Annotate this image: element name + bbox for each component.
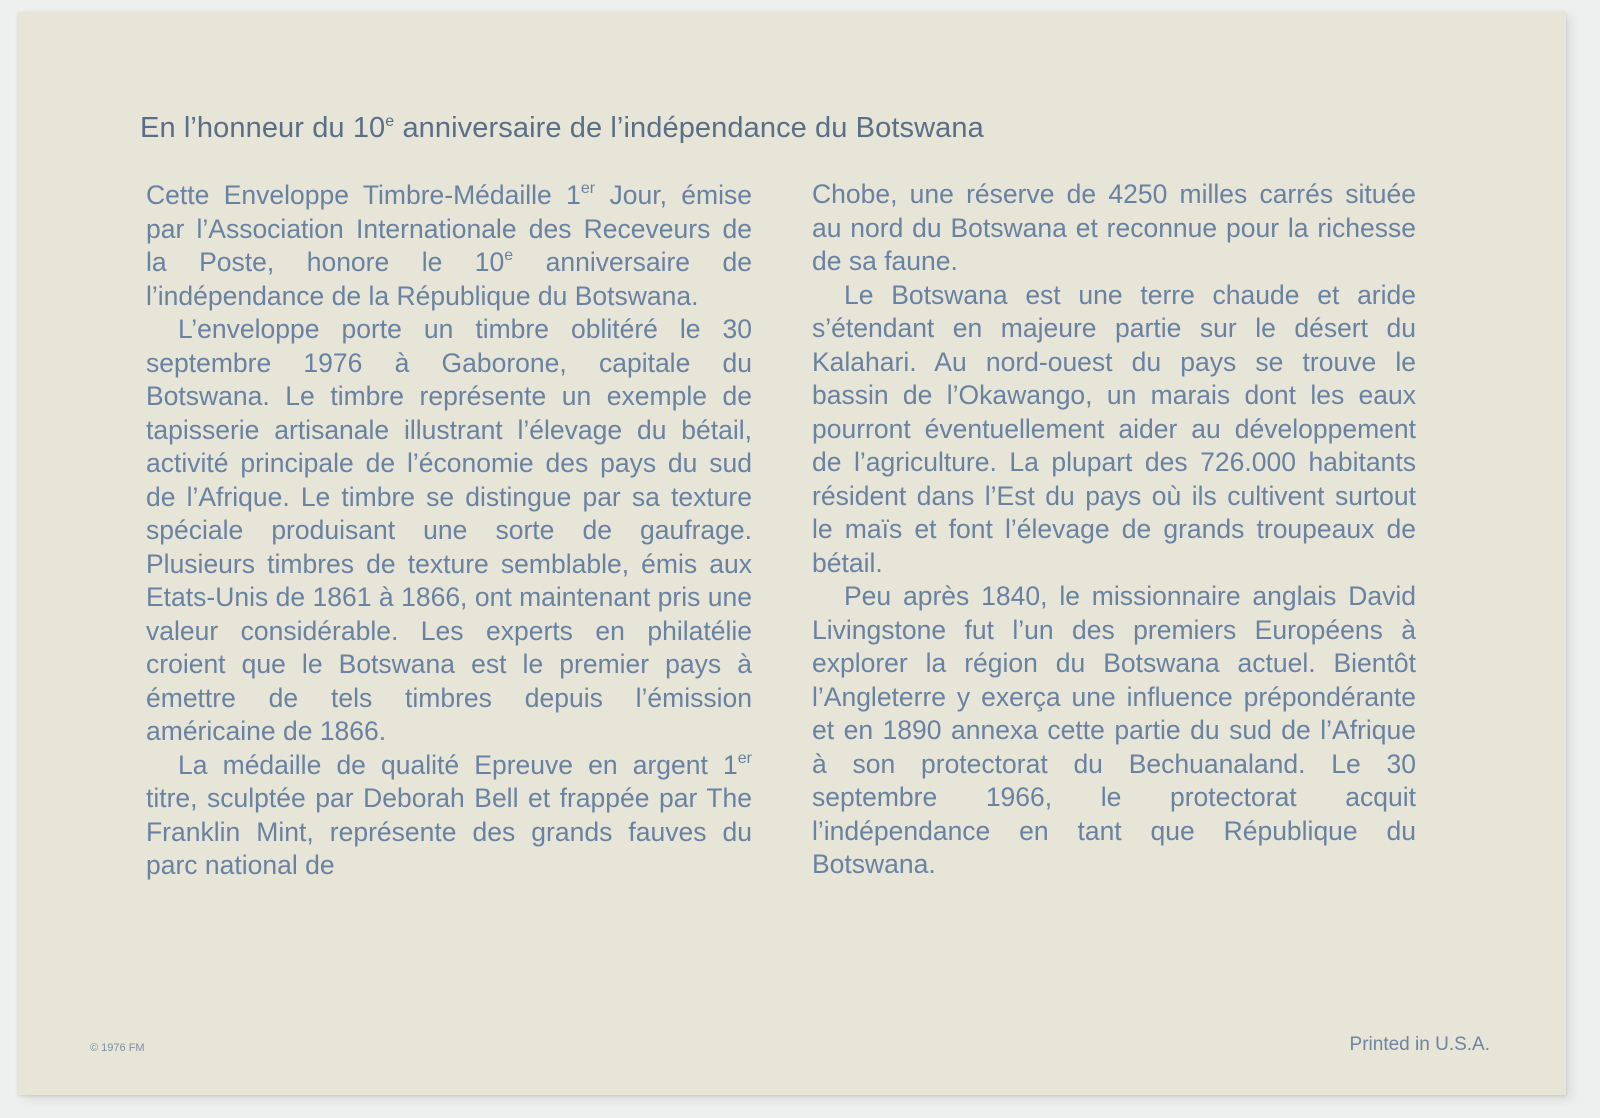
paragraph-chobe: Chobe, une réserve de 4250 milles carrés située au nord du Botswana et reconnue pour la richesse de sa faune. bbox=[812, 179, 1416, 276]
paragraph-stamp: L’enveloppe porte un timbre oblitéré le 30 septembre 1976 à Gaborone, capitale du Botswana. Le timbre représente un exemple de tapisserie artisanale illustrant l’élevage du bétail, activité principale de l’économie des pays du sud de l’Afrique. Le timbre se distingue par sa texture spéciale produisant une sorte de gaufrage. Plusieurs timbres de texture semblable, émis aux Etats-Unis de 1861 à 1866, ont maintenant pris une valeur considérable. Les experts en philatélie croient que le Botswana est le premier pays à émettre de tels timbres depuis l’émission américaine de 1866. bbox=[146, 314, 752, 746]
paragraph-medal: La médaille de qualité Epreuve en argent 1er titre, sculptée par Deborah Bell et frappée par The Franklin Mint, représente des grands fauves du parc national de bbox=[146, 749, 752, 880]
paragraph-history: Peu après 1840, le missionnaire anglais David Livingstone fut l’un des premiers Européens à explorer la région du Botswana actuel. Bientôt l’Angleterre y exerça une influence prépondérante et en 1890 annexa cette partie du sud de l’Afrique à son protectorat du Bechuanaland. Le 30 septembre 1966, le protectorat acquit l’indépendance en tant que République du Botswana. bbox=[812, 581, 1416, 879]
right-text-column bbox=[812, 178, 1416, 882]
printed-in-notice: Printed in U.S.A. bbox=[1349, 1034, 1490, 1055]
insert-card bbox=[18, 12, 1566, 1095]
card-title: En l’honneur du 10e anniversaire de l’indépendance du Botswana bbox=[140, 112, 984, 144]
paragraph-geography: Le Botswana est une terre chaude et aride s’étendant en majeure partie sur le désert du Kalahari. Au nord-ouest du pays se trouve le bassin de l’Okawango, un marais dont les eaux pourront éventuellement aider au développement de l’agriculture. La plupart des 726.000 habitants résident dans l’Est du pays où ils cultivent surtout le maïs et font l’élevage de grands troupeaux de bétail. bbox=[812, 279, 1416, 578]
left-text-column bbox=[146, 179, 752, 883]
paragraph-intro: Cette Enveloppe Timbre-Médaille 1er Jour, émise par l’Association Internationale des Receveurs de la Poste, honore le 10e anniversaire de l’indépendance de la République du Botswana. bbox=[146, 180, 752, 311]
copyright-notice: © 1976 FM bbox=[90, 1042, 145, 1054]
